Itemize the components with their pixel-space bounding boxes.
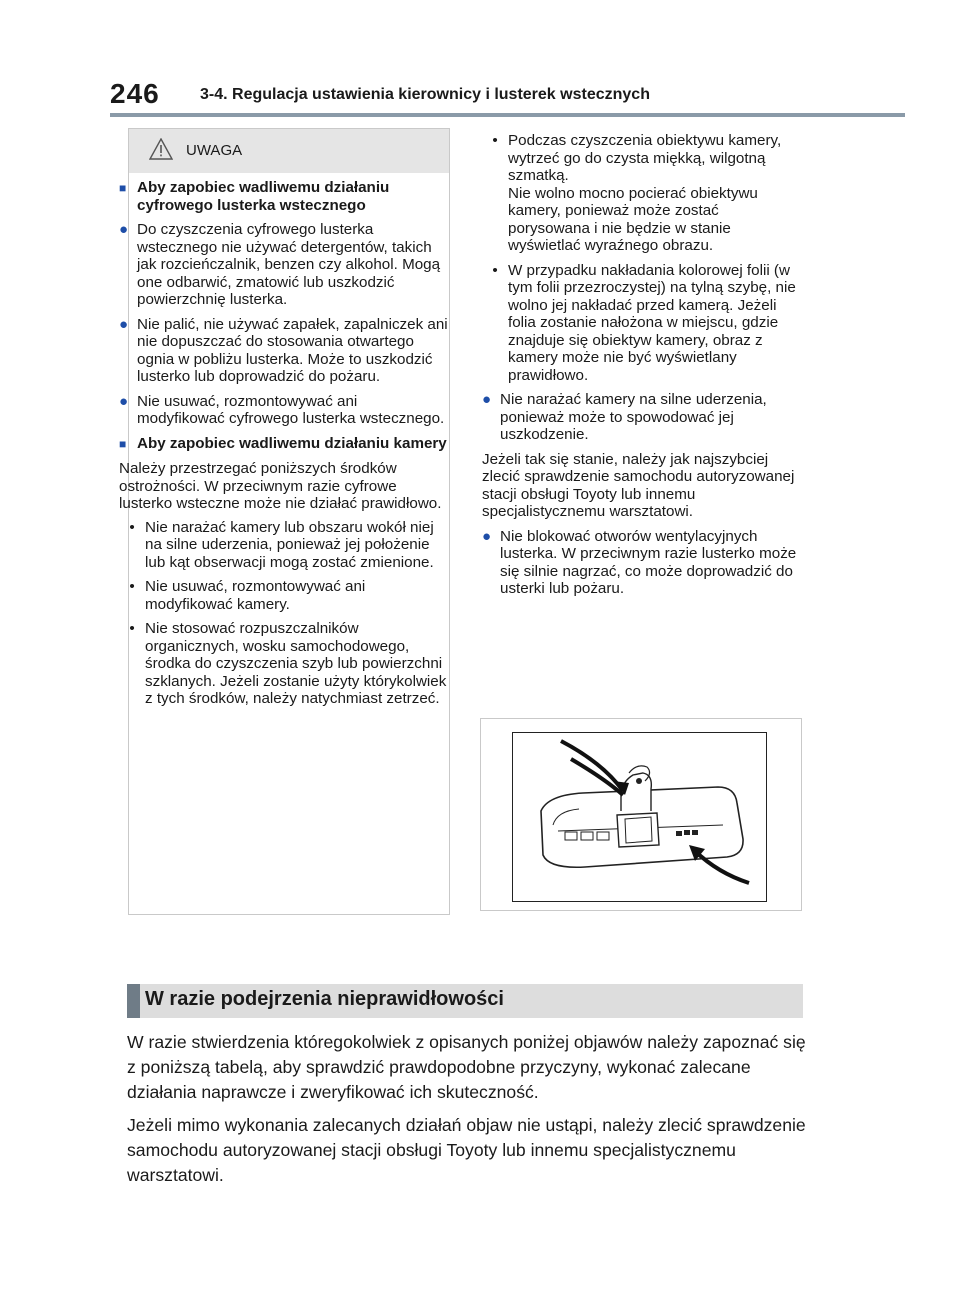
warning-title: UWAGA	[186, 142, 243, 159]
heading-text: Aby zapobiec wadliwemu działaniu cyfrowego lusterka wstecznego	[137, 179, 390, 214]
list-item-text: Nie palić, nie używać zapałek, zapalniczek ani nie dopuszczać do stosowania otwartego ognia w pobliżu lusterka. Może to uszkodzić lusterko lub doprowadzić do pożaru.	[137, 315, 448, 385]
page-header	[110, 78, 905, 114]
list-item	[482, 262, 802, 385]
list-item-text: Podczas czyszczenia obiektywu kamery, wytrzeć go do czysta miękką, wilgotną szmatką.	[508, 132, 782, 184]
circle-bullet-icon: ●	[119, 221, 129, 238]
dot-bullet-icon: •	[492, 261, 498, 279]
section-intro: Należy przestrzegać poniższych środków ostrożności. W przeciwnym razie cyfrowe lusterko wsteczne może nie działać prawidłowo.	[119, 460, 442, 512]
section-accent-bar	[127, 984, 140, 1018]
list-item-text: W przypadku nakładania kolorowej folii (w tym folii przezroczystej) na tylną szybę, nie wolno jej nakładać przed kamerą. Jeżeli folia zostanie nałożona w miejscu, gdzie znajduje się obiektyw kamery, obraz z kamery może nie być wyświetlany prawidłowo.	[508, 261, 796, 384]
list-item	[482, 528, 802, 598]
mirror-ventilation-illustration	[513, 733, 765, 900]
section-body	[127, 1030, 807, 1196]
list-item	[119, 620, 449, 708]
warning-header	[129, 129, 449, 173]
paragraph: W razie stwierdzenia któregokolwiek z opisanych poniżej objawów należy zapoznać się z poniższą tabelą, aby sprawdzić prawdopodobne przyczyny, wykonać zalecane działania naprawcze i zweryfikować ich skuteczność.	[127, 1032, 806, 1102]
dot-bullet-icon: •	[492, 132, 498, 149]
list-item-text: Nie usuwać, rozmontowywać ani modyfikować kamery.	[145, 578, 366, 613]
header-rule	[110, 113, 905, 117]
warning-section-heading	[119, 179, 449, 214]
list-item	[482, 132, 802, 185]
paragraph: Jeżeli tak się stanie, należy jak najszybciej zlecić sprawdzenie samochodu autoryzowanej stacji obsługi Toyoty lub innemu specjalistycznemu warsztatowi.	[482, 450, 795, 520]
heading-text: Aby zapobiec wadliwemu działaniu kamery	[137, 434, 447, 452]
chapter-title: 3-4. Regulacja ustawienia kierownicy i lusterek wstecznych	[200, 86, 650, 103]
circle-bullet-icon: ●	[482, 527, 492, 545]
warning-right-column	[482, 132, 802, 605]
circle-bullet-icon: ●	[119, 392, 129, 410]
list-item-text: Nie blokować otworów wentylacyjnych lusterka. W przeciwnym razie lusterko może się silnie nagrzać, co może doprowadzić do usterki lub pożaru.	[500, 527, 797, 597]
section-header	[127, 984, 803, 1018]
list-item	[119, 221, 449, 309]
list-item-text: Nie stosować rozpuszczalników organicznych, wosku samochodowego, środka do czyszczenia szyb lub powierzchni szklanych. Jeżeli zostanie użyty którykolwiek z tych środków, należy natychmiast zetrzeć.	[145, 620, 447, 707]
list-item	[119, 578, 449, 613]
warning-triangle-icon	[149, 138, 173, 165]
page-number: 246	[110, 78, 160, 109]
circle-bullet-icon: ●	[482, 391, 492, 408]
mirror-illustration	[512, 732, 767, 902]
list-item-subtext: Nie wolno mocno pocierać obiektywu kamery, ponieważ może zostać porysowana i nie będzie w stanie wyświetlać wyraźnego obrazu.	[508, 184, 758, 254]
list-item-text: Nie narażać kamery na silne uderzenia, ponieważ może to spowodować jej uszkodzenie.	[500, 391, 767, 443]
list-item	[119, 316, 449, 386]
square-bullet-icon: ■	[119, 436, 127, 451]
square-bullet-icon: ■	[119, 181, 127, 195]
warning-section-heading	[119, 435, 449, 454]
list-item-text: Nie narażać kamery lub obszaru wokół niej na silne uderzenia, ponieważ jej położenie lub kąt obserwacji mogą zostać zmienione.	[145, 518, 434, 571]
section-title: W razie podejrzenia nieprawidłowości	[145, 988, 504, 1010]
list-item	[482, 391, 802, 444]
dot-bullet-icon: •	[129, 578, 135, 595]
list-item-text: Nie usuwać, rozmontowywać ani modyfikować cyfrowego lusterka wstecznego.	[137, 392, 445, 427]
warning-left-column	[119, 179, 449, 715]
dot-bullet-icon: •	[129, 620, 135, 637]
list-item	[119, 519, 449, 572]
list-item-text: Do czyszczenia cyfrowego lusterka wstecznego nie używać detergentów, takich jak rozcieńczalnik, benzen czy alkohol. Mogą one odbarwić, zmatowić lub uszkodzić powierzchnię lusterka.	[137, 221, 441, 308]
paragraph: Jeżeli mimo wykonania zalecanych działań objaw nie ustąpi, należy zlecić sprawdzenie samochodu autoryzowanej stacji obsługi Toyoty lub innemu specjalistycznemu warsztatowi.	[127, 1115, 806, 1185]
list-item	[119, 393, 449, 428]
dot-bullet-icon: •	[129, 518, 135, 536]
circle-bullet-icon: ●	[119, 315, 129, 333]
